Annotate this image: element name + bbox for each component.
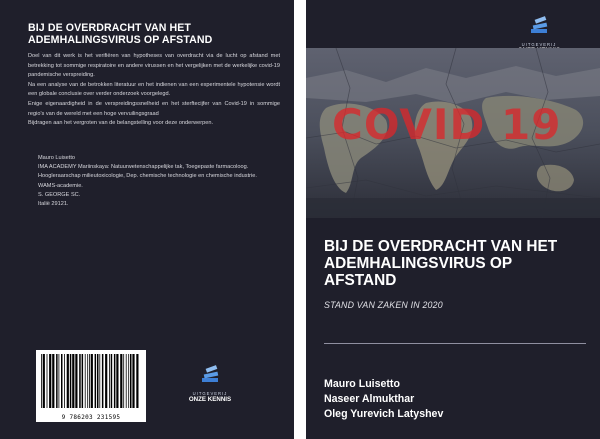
barcode-bar — [59, 354, 60, 408]
description-paragraph: Enige eigenaardigheid in de verspreidingssnelheid en het sterftecijfer van Covid-19 in sommige regio's van de wereld met een hoge vervuilingsgraad — [28, 100, 280, 117]
barcode-bar — [61, 354, 63, 408]
barcode-bar — [97, 354, 99, 408]
description-paragraph: Bijdragen aan het vergroten van de belangstelling voor deze onderwerpen. — [28, 120, 214, 127]
barcode-bar — [75, 354, 77, 408]
barcode-bar — [123, 354, 124, 408]
barcode-bar — [52, 354, 54, 408]
books-stack-icon — [528, 15, 550, 37]
barcode-icon — [39, 354, 143, 410]
barcode-bar — [64, 354, 65, 408]
front-subtitle: STAND VAN ZAKEN IN 2020 — [324, 300, 443, 310]
front-title: BIJ DE OVERDRACHT VAN HET ADEMHALINGSVIRUS OP AFSTAND — [324, 238, 558, 289]
barcode-bar — [130, 354, 132, 408]
back-title: BIJ DE OVERDRACHT VAN HET ADEMHALINGSVIRUS OP AFSTAND — [28, 22, 213, 46]
barcode-bar — [70, 354, 72, 408]
barcode-bar — [105, 354, 107, 408]
description-paragraph: Doel van dit werk is het verifiëren van hypotheses van overdracht via de lucht op afstand met betrekking tot sommige respiratoire en andere virussen en het vergelijken met de werkelijke covid-19 pandemische verspreiding. — [28, 53, 280, 79]
barcode-bar — [116, 354, 118, 408]
barcode-bar — [95, 354, 97, 408]
barcode-bar — [43, 354, 45, 408]
back-description — [28, 52, 280, 129]
barcode-bar — [85, 354, 86, 408]
publisher-name: ONZE KENNIS — [188, 396, 232, 403]
publisher-kicker: UITGEVERIJ — [192, 391, 228, 396]
bio-line: IMA ACADEMY Mariinskaya: Natuurwetenschappelijke tak, Toegepaste farmacoloog. — [38, 164, 249, 171]
bio-line: Hoogleraarschap milieutoxicologie, Dep. chemische technologie en chemische industrie. — [38, 173, 257, 180]
barcode-bar — [67, 354, 69, 408]
author-name: Oleg Yurevich Latyshev — [324, 408, 444, 421]
barcode-bar — [89, 354, 90, 408]
bio-line: WAMS-academie. — [38, 182, 83, 189]
description-paragraph: Na een analyse van de betrokken literatuur en het indienen van een experimentele hypotensie wordt een globale conclusie over verder onderzoek voorgelegd. — [28, 81, 280, 98]
barcode-bar — [82, 354, 84, 408]
publisher-logo — [180, 364, 240, 403]
isbn-barcode — [36, 350, 146, 422]
isbn-number: 9 786203 231595 — [61, 414, 121, 421]
barcode-bar — [126, 354, 127, 408]
spine — [294, 0, 306, 439]
barcode-bar — [102, 354, 104, 408]
barcode-bar — [41, 354, 42, 408]
author-name: Mauro Luisetto — [324, 378, 400, 390]
barcode-bar — [49, 354, 51, 408]
bio-line: Italië 29121. — [38, 201, 69, 208]
barcode-bar — [136, 354, 138, 408]
barcode-bar — [91, 354, 93, 408]
barcode-bar — [47, 354, 48, 408]
barcode-bar — [72, 354, 74, 408]
barcode-bar — [109, 354, 110, 408]
author-name: Naseer Almukthar — [324, 393, 415, 406]
bio-line: Mauro Luisetto — [38, 155, 76, 161]
books-stack-icon — [199, 364, 221, 386]
barcode-bar — [111, 354, 113, 408]
barcode-bar — [120, 354, 122, 408]
barcode-bar — [87, 354, 88, 408]
back-cover — [0, 0, 294, 439]
bio-line: S. GEORGE SC. — [38, 191, 81, 198]
barcode-bar — [56, 354, 58, 408]
barcode-bar — [128, 354, 129, 408]
author-bio — [38, 154, 270, 209]
author-list — [324, 377, 443, 423]
barcode-bar — [99, 354, 100, 408]
covid-image-text: COVID 19 — [332, 100, 562, 149]
publisher-kicker: UITGEVERIJ — [521, 42, 557, 47]
cover-image — [306, 48, 600, 218]
barcode-bar — [114, 354, 116, 408]
barcode-bar — [132, 354, 134, 408]
barcode-bar — [79, 354, 81, 408]
divider — [324, 343, 586, 344]
